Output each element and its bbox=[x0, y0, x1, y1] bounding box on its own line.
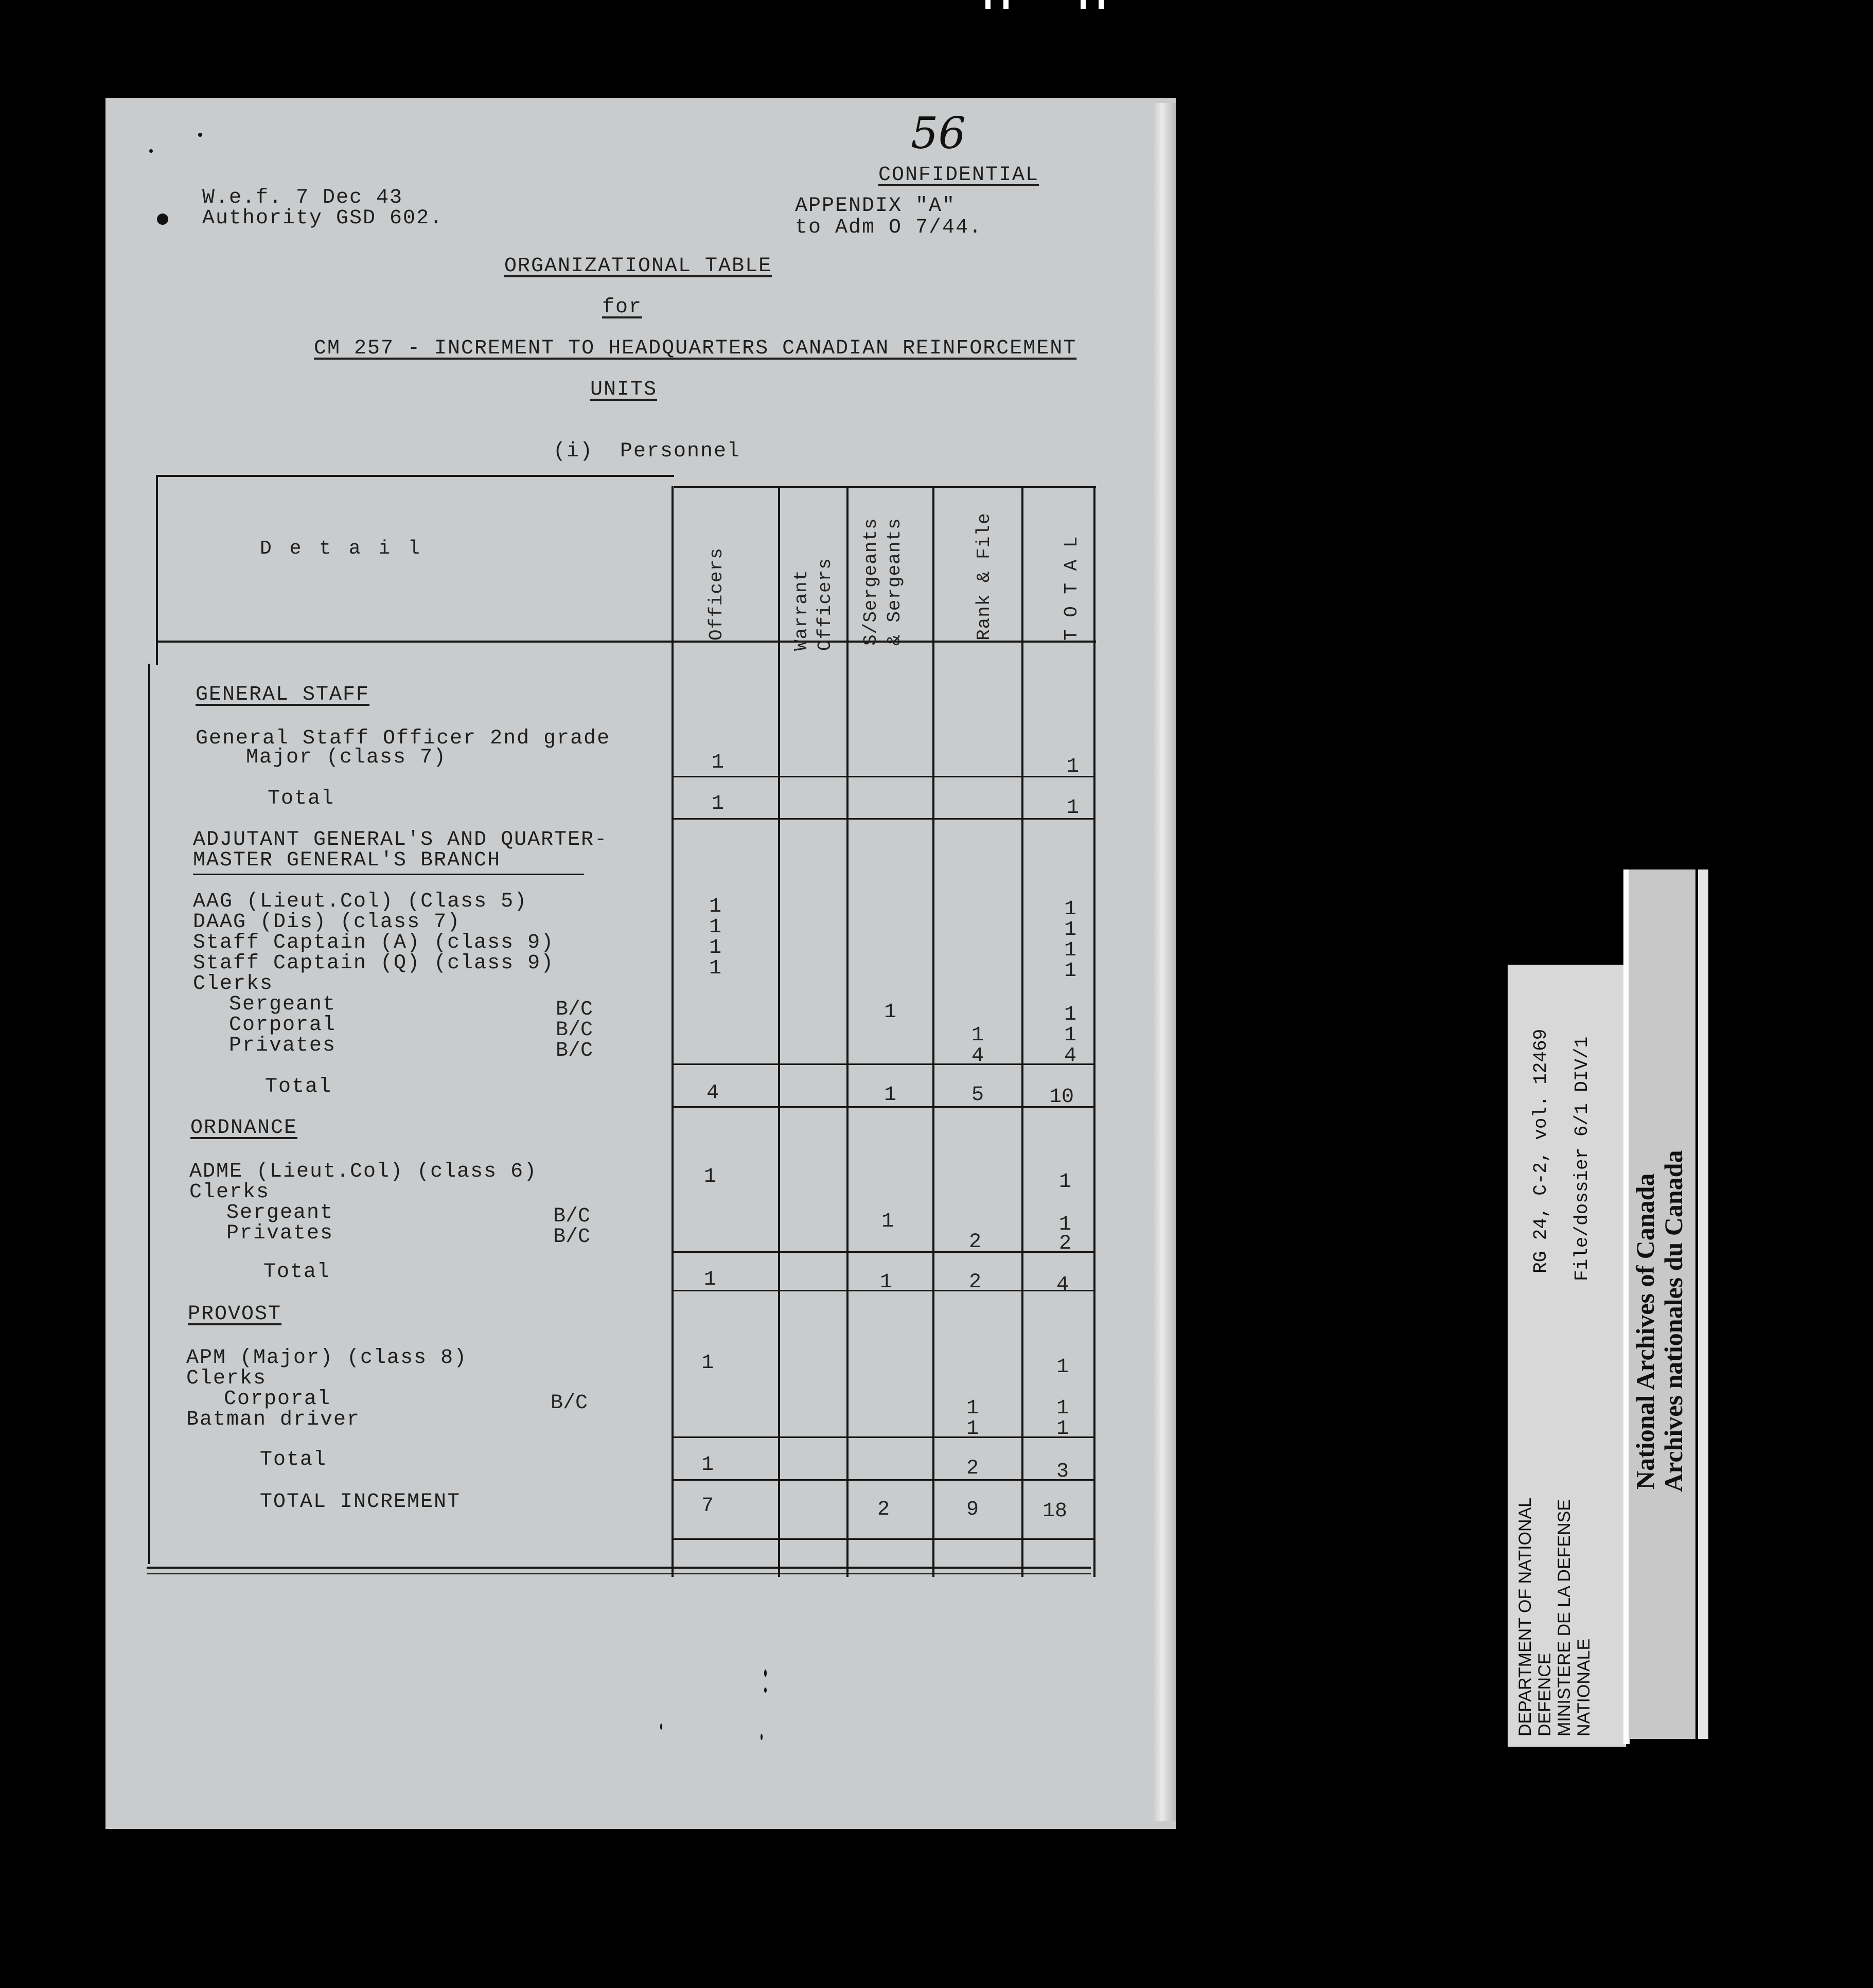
cell-rank-file: 4 bbox=[971, 1044, 984, 1068]
cell-total: 18 bbox=[1042, 1500, 1067, 1523]
row-label: General Staff Officer 2nd grade bbox=[196, 727, 611, 750]
cell-officers: 1 bbox=[701, 1453, 714, 1477]
cell-officers: 1 bbox=[703, 1268, 716, 1291]
cell-total: 1 bbox=[1066, 755, 1079, 778]
cell-rank-file: 1 bbox=[971, 1024, 984, 1047]
cell-officers: 1 bbox=[701, 1352, 714, 1375]
grand-total-label: TOTAL INCREMENT bbox=[260, 1490, 461, 1514]
row-label: AAG (Lieut.Col) (Class 5) bbox=[193, 890, 528, 913]
bc-marker: B/C bbox=[551, 1392, 588, 1415]
cell-rank-file: 5 bbox=[971, 1084, 984, 1107]
cell-total: 1 bbox=[1064, 898, 1076, 921]
row-label: Batman driver bbox=[186, 1408, 361, 1431]
label-dept-en-2: DEFENCE bbox=[1535, 1653, 1554, 1736]
row-label: Clerks bbox=[186, 1367, 267, 1390]
row-label: Sergeant bbox=[226, 1201, 334, 1224]
cell-total: 1 bbox=[1064, 960, 1076, 983]
row-label: ADME (Lieut.Col) (class 6) bbox=[189, 1160, 538, 1183]
label-file: File/dossier 6/1 DIV/1 bbox=[1571, 1036, 1593, 1281]
header-total: T O T A L bbox=[1061, 536, 1082, 641]
label-dept-fr-1: MINISTERE DE LA DEFENSE bbox=[1554, 1499, 1574, 1736]
cell-officers: 7 bbox=[701, 1495, 714, 1518]
title-line-4: UNITS bbox=[590, 378, 658, 401]
appendix-reference: to Adm O 7/44. bbox=[795, 216, 983, 239]
cell-rank-file: 1 bbox=[966, 1417, 979, 1441]
label-reference: RG 24, C-2, vol. 12469 bbox=[1530, 1028, 1551, 1273]
cell-total: 3 bbox=[1056, 1460, 1069, 1483]
cell-total: 1 bbox=[1058, 1213, 1071, 1236]
heading-ag-qmg-2: MASTER GENERAL'S BRANCH bbox=[193, 849, 501, 872]
cell-officers: 1 bbox=[709, 936, 721, 960]
row-label: Clerks bbox=[189, 1181, 270, 1204]
cell-total: 1 bbox=[1064, 1003, 1076, 1026]
header-rank-file: Rank & File bbox=[974, 512, 995, 641]
cell-total: 1 bbox=[1064, 939, 1076, 962]
row-total-label: Total bbox=[268, 787, 335, 810]
cell-rank-file: 1 bbox=[966, 1397, 979, 1420]
cell-sergeants: 2 bbox=[877, 1498, 890, 1521]
label-archives-en: National Archives of Canada bbox=[1631, 1173, 1659, 1489]
page-edge bbox=[1153, 103, 1176, 1821]
cell-sergeants: 1 bbox=[884, 1001, 896, 1024]
row-label: Privates bbox=[229, 1034, 337, 1057]
cell-total: 1 bbox=[1066, 796, 1079, 820]
cell-officers: 4 bbox=[706, 1081, 719, 1105]
section-title: (i) Personnel bbox=[553, 440, 741, 463]
cell-rank-file: 9 bbox=[966, 1498, 979, 1521]
cell-rank-file: 2 bbox=[968, 1231, 981, 1254]
row-label: Privates bbox=[226, 1222, 334, 1245]
row-total-label: Total bbox=[265, 1075, 332, 1098]
cell-officers: 1 bbox=[711, 792, 724, 815]
row-label: DAAG (Dis) (class 7) bbox=[193, 911, 461, 934]
bc-marker: B/C bbox=[553, 1205, 591, 1228]
cell-total: 2 bbox=[1058, 1232, 1071, 1255]
speck bbox=[761, 1734, 763, 1740]
cell-officers: 1 bbox=[711, 751, 724, 774]
title-line-3: CM 257 - INCREMENT TO HEADQUARTERS CANADIAN REINFORCEMENT bbox=[314, 337, 1077, 360]
speck bbox=[764, 1670, 767, 1677]
cell-rank-file: 2 bbox=[968, 1271, 981, 1294]
row-label: Staff Captain (A) (class 9) bbox=[193, 931, 555, 954]
label-dept-fr-2: NATIONALE bbox=[1574, 1638, 1594, 1736]
bc-marker: B/C bbox=[556, 998, 593, 1021]
row-label: Major (class 7) bbox=[246, 746, 447, 769]
bc-marker: B/C bbox=[553, 1226, 591, 1249]
label-dept-en-1: DEPARTMENT OF NATIONAL bbox=[1515, 1497, 1535, 1736]
label-archives-fr: Archives nationales du Canada bbox=[1659, 1150, 1688, 1492]
bc-marker: B/C bbox=[556, 1039, 593, 1062]
cell-total: 1 bbox=[1064, 918, 1076, 942]
heading-ordnance: ORDNANCE bbox=[190, 1116, 298, 1140]
row-label: Staff Captain (Q) (class 9) bbox=[193, 952, 555, 975]
bc-marker: B/C bbox=[556, 1019, 593, 1042]
cell-total: 1 bbox=[1064, 1024, 1076, 1047]
cell-total: 1 bbox=[1056, 1356, 1069, 1379]
cell-total: 4 bbox=[1064, 1044, 1076, 1068]
title-line-1: ORGANIZATIONAL TABLE bbox=[504, 255, 772, 278]
cell-rank-file: 2 bbox=[966, 1457, 979, 1480]
heading-provost: PROVOST bbox=[188, 1303, 282, 1326]
header-officers: Officers bbox=[706, 547, 727, 641]
header-detail: D e t a i l bbox=[260, 538, 423, 560]
speck bbox=[764, 1688, 767, 1693]
cell-officers: 1 bbox=[709, 895, 721, 918]
cell-total: 4 bbox=[1056, 1273, 1069, 1297]
cell-sergeants: 1 bbox=[879, 1271, 892, 1294]
header-sergeants: S/Sergeants & Sergeants bbox=[860, 518, 905, 646]
appendix-line: APPENDIX "A" bbox=[795, 194, 956, 218]
header-warrant-officers: Warrant Officers bbox=[791, 558, 836, 651]
speck bbox=[660, 1724, 662, 1730]
cell-total: 1 bbox=[1056, 1417, 1069, 1441]
label-edge bbox=[1698, 869, 1708, 1739]
row-label: Sergeant bbox=[229, 993, 337, 1016]
cell-total: 1 bbox=[1056, 1397, 1069, 1420]
cell-total: 1 bbox=[1058, 1170, 1071, 1194]
cell-sergeants: 1 bbox=[881, 1210, 894, 1233]
heading-ag-qmg-1: ADJUTANT GENERAL'S AND QUARTER- bbox=[193, 828, 608, 851]
handwritten-page-number: 56 bbox=[911, 108, 966, 158]
title-line-2: for bbox=[602, 296, 643, 319]
authority-line: Authority GSD 602. bbox=[202, 207, 444, 230]
cell-officers: 1 bbox=[703, 1165, 716, 1188]
cell-total: 10 bbox=[1049, 1086, 1074, 1109]
cell-officers: 1 bbox=[709, 916, 721, 939]
cell-sergeants: 1 bbox=[884, 1084, 896, 1107]
cell-officers: 1 bbox=[709, 957, 721, 980]
speck bbox=[198, 133, 202, 137]
wef-line: W.e.f. 7 Dec 43 bbox=[202, 186, 403, 209]
row-total-label: Total bbox=[263, 1261, 331, 1284]
row-label: Corporal bbox=[224, 1388, 331, 1411]
row-label: Clerks bbox=[193, 972, 274, 996]
row-total-label: Total bbox=[260, 1448, 327, 1471]
punch-mark bbox=[157, 214, 168, 225]
row-label: APM (Major) (class 8) bbox=[186, 1346, 468, 1370]
row-label: Corporal bbox=[229, 1014, 337, 1037]
speck bbox=[149, 149, 153, 153]
heading-general-staff: GENERAL STAFF bbox=[196, 683, 370, 706]
classification: CONFIDENTIAL bbox=[878, 164, 1039, 187]
